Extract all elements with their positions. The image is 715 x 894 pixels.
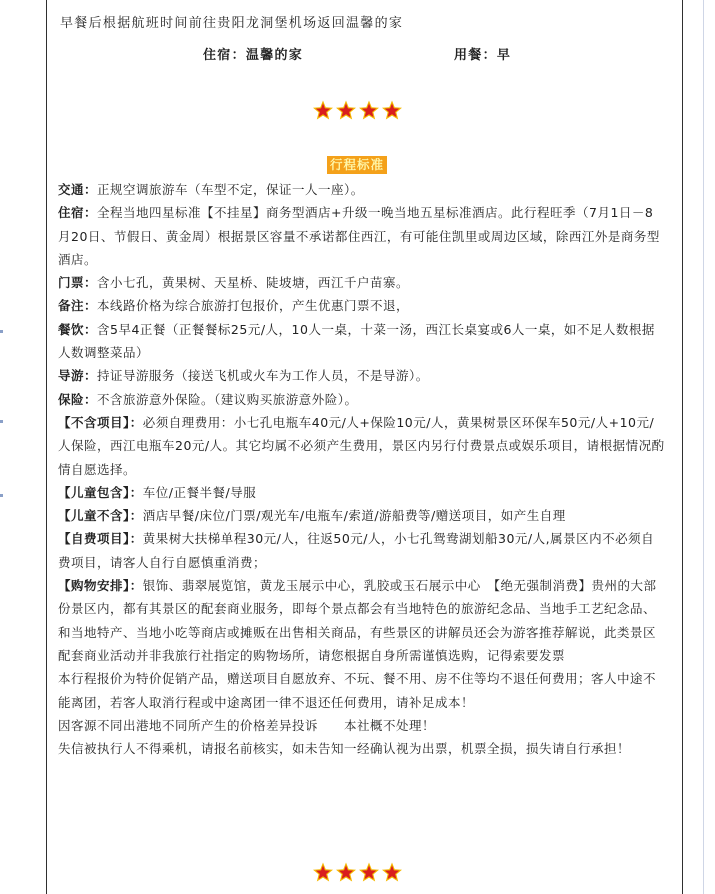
itinerary-item [58, 504, 666, 527]
item-label: 导游： [58, 368, 98, 384]
item-text: 含5早4正餐（正餐餐标25元/人，10人一桌，十菜一汤，西江长桌宴或6人一桌，如不足人数根据人数调整菜品） [58, 321, 655, 361]
item-label: 餐饮： [58, 321, 98, 337]
item-text: 本行程报价为特价促销产品，赠送项目自愿放弃、不玩、餐不用、房不住等均不退任何费用；客人中途不能离团，若客人取消行程或中途离团一律不退还任何费用，请补足成本！ [58, 671, 657, 710]
itinerary-item [58, 178, 666, 201]
day-plan-text: 早餐后根据航班时间前往贵阳龙洞堡机场返回温馨的家 [60, 16, 404, 31]
item-text: 必须自理费用：小七孔电瓶车40元/人+保险10元/人，黄果树景区环保车50元/人+10元/人保险，西江电瓶车20元/人。其它均属不必须产生费用，景区内另行付费景点或娱乐项目，请根据情况酌情自愿选择。 [58, 414, 665, 477]
itinerary-standard-content [58, 178, 666, 760]
item-text: 本线路价格为综合旅游打包报价，产生优惠门票不退， [97, 298, 410, 314]
item-label: 【儿童不含】： [58, 508, 143, 524]
star-rating-icon [381, 100, 403, 122]
item-text: 失信被执行人不得乘机，请报名前核实，如未告知一经确认视为出票，机票全损，损失请自行承担！ [58, 741, 631, 757]
star-rating-icon [358, 100, 380, 122]
item-text: 因客源不同出港地不同所产生的价格差异投诉 本社概不处理！ [58, 717, 436, 733]
star-rating-divider-bottom [312, 862, 403, 884]
item-text: 全程当地四星标准【不挂星】商务型酒店+升级一晚当地五星标准酒店。此行程旺季（7月1日－8月20日、节假日、黄金周）根据景区容量不承诺都住西江，有可能住凯里或周边区域，除西江外是商务型酒店。 [58, 205, 660, 267]
item-text: 持证导游服务（接送飞机或火车为工作人员，不是导游）。 [97, 368, 429, 384]
content-frame-right-border [682, 0, 683, 894]
itinerary-item [58, 481, 666, 504]
star-rating-icon [358, 862, 380, 884]
page-edge-line [703, 0, 704, 894]
item-label: 【自费项目】： [58, 531, 143, 547]
star-rating-icon [335, 862, 357, 884]
item-text: 正规空调旅游车（车型不定，保证一人一座）。 [97, 182, 364, 197]
itinerary-item [58, 411, 666, 481]
item-label: 【不含项目】： [58, 414, 143, 430]
item-text: 含小七孔，黄果树、天星桥、陡坡塘，西江千户苗寨。 [97, 275, 410, 291]
stay-info: 住宿：温馨的家 [203, 48, 304, 63]
itinerary-item [58, 364, 666, 387]
itinerary-item [58, 527, 666, 574]
edge-marker [0, 330, 3, 333]
meal-info: 用餐：早 [454, 48, 512, 63]
star-rating-divider-top [312, 100, 403, 122]
section-title-badge: 行程标准 [327, 156, 387, 174]
itinerary-item [58, 271, 666, 294]
item-text: 不含旅游意外保险。（建议购买旅游意外险）。 [97, 391, 358, 407]
item-label: 【儿童包含】： [58, 484, 143, 500]
star-rating-icon [312, 862, 334, 884]
star-rating-icon [335, 100, 357, 122]
item-label: 门票： [58, 275, 98, 291]
item-label: 【购物安排】： [58, 578, 143, 594]
item-label: 保险： [58, 391, 98, 407]
itinerary-item [58, 201, 666, 271]
item-text: 车位/正餐半餐/导服 [142, 484, 257, 500]
itinerary-item [58, 318, 666, 365]
itinerary-item [58, 667, 666, 714]
item-text: 酒店早餐/床位/门票/观光车/电瓶车/索道/游船费等/赠送项目，如产生自理 [142, 508, 566, 524]
star-rating-icon [312, 100, 334, 122]
item-text: 银饰、翡翠展览馆，黄龙玉展示中心，乳胶或玉石展示中心 【绝无强制消费】贵州的大部份景区内，都有其景区的配套商业服务，即每个景点都会有当地特色的旅游纪念品、当地手工艺纪念品、和当地特产、当地小吃等商店或摊贩在出售相关商品，有些景区的讲解员还会为游客推荐解说，此类景区配套商业活动并非我旅行社指定的购物场所，请您根据自身所需谨慎选购，记得索要发票 [58, 578, 657, 663]
edge-marker [0, 494, 3, 497]
itinerary-item [58, 574, 666, 667]
itinerary-item [58, 737, 666, 760]
item-label: 交通： [58, 182, 98, 197]
edge-marker [0, 420, 3, 423]
item-text: 黄果树大扶梯单程30元/人，往返50元/人，小七孔鸳鸯湖划船30元/人,属景区内不必须自费项目，请客人自行自愿慎重消费； [58, 531, 655, 570]
itinerary-item [58, 714, 666, 737]
itinerary-item [58, 388, 666, 411]
item-label: 住宿： [58, 205, 98, 221]
content-frame-left-border [46, 0, 47, 894]
star-rating-icon [381, 862, 403, 884]
item-label: 备注： [58, 298, 98, 314]
itinerary-item [58, 294, 666, 317]
